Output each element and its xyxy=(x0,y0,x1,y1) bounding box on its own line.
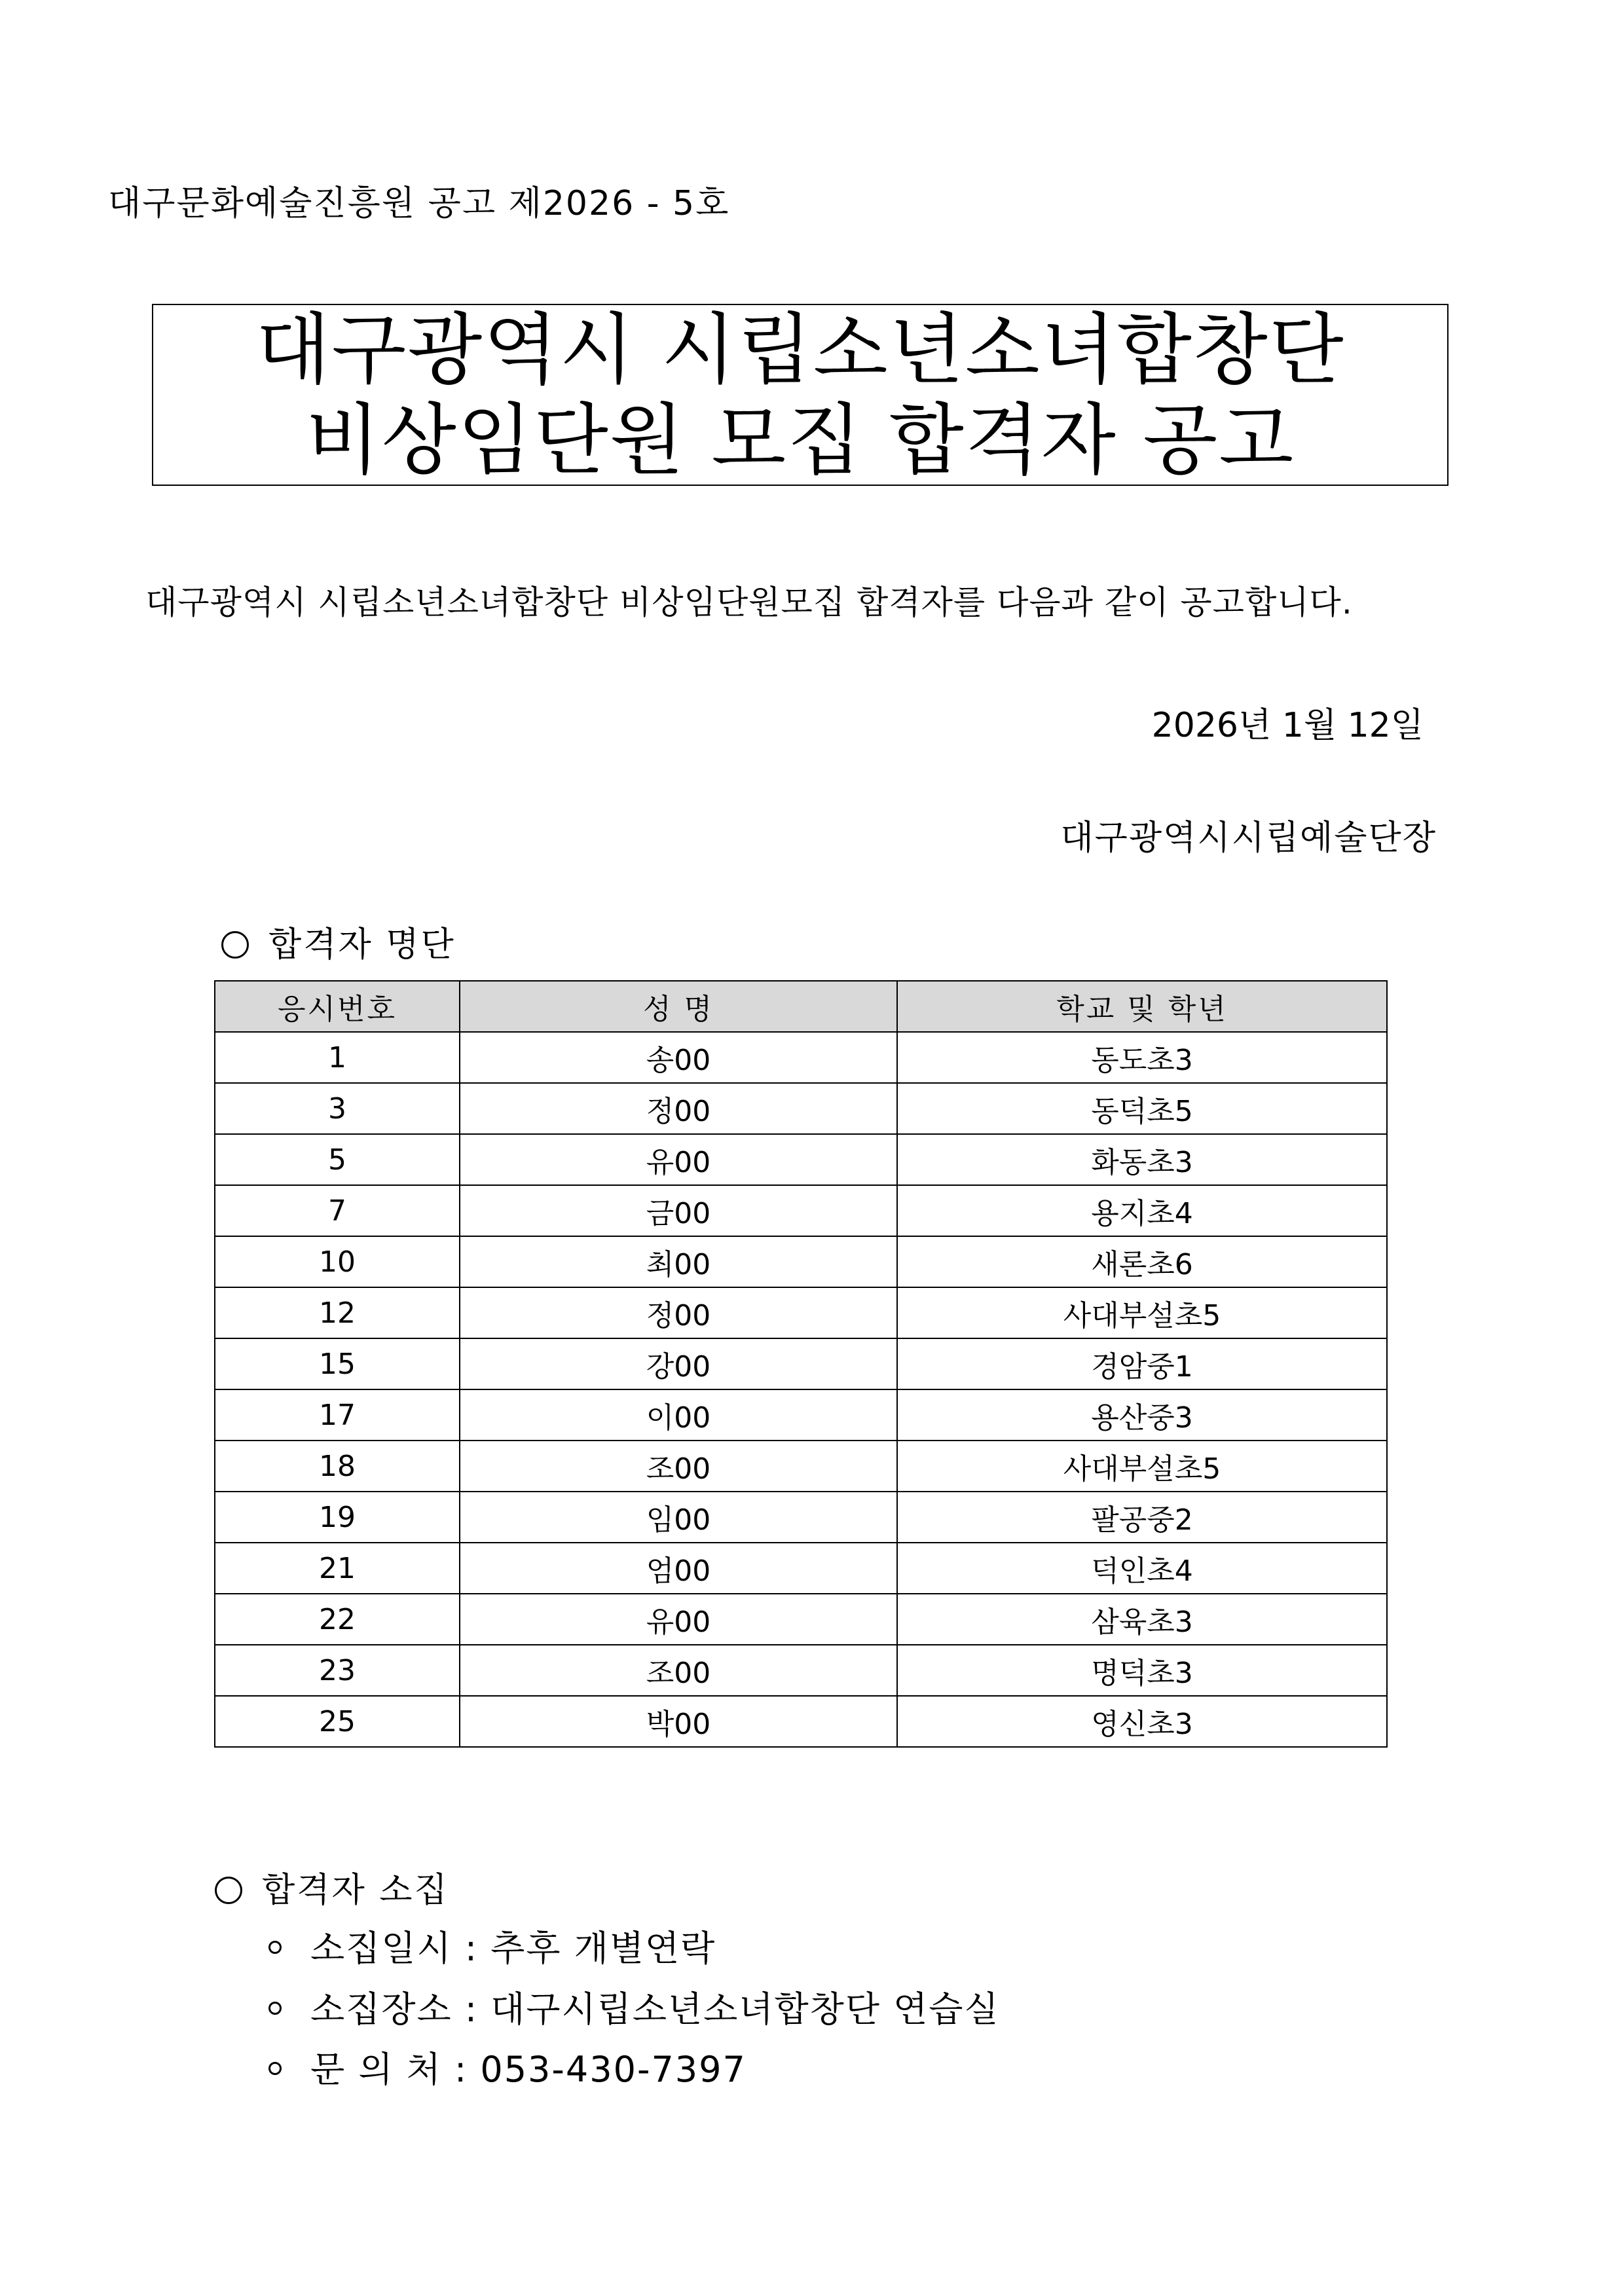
small-circle-bullet-icon xyxy=(268,2062,282,2075)
table-row xyxy=(215,1083,1387,1134)
cell-number: 10 xyxy=(215,1236,460,1287)
table-header-row xyxy=(215,981,1387,1032)
cell-name: 금00 xyxy=(460,1185,897,1236)
table-row xyxy=(215,1032,1387,1083)
column-header-number: 응시번호 xyxy=(215,981,460,1032)
cell-school: 삼육초3 xyxy=(897,1594,1387,1645)
cell-name: 정00 xyxy=(460,1287,897,1338)
small-circle-bullet-icon xyxy=(268,1941,282,1954)
cell-name: 조00 xyxy=(460,1441,897,1492)
passers-table xyxy=(214,980,1388,1748)
cell-name: 유00 xyxy=(460,1594,897,1645)
gather-item-text: 소집장소 : 대구시립소년소녀합창단 연습실 xyxy=(310,1989,1000,2030)
gather-item-contact xyxy=(268,2042,747,2092)
cell-name: 강00 xyxy=(460,1338,897,1389)
table-row xyxy=(215,1134,1387,1185)
section-title: 합격자 명단 xyxy=(268,925,456,964)
cell-number: 25 xyxy=(215,1696,460,1747)
cell-name: 조00 xyxy=(460,1645,897,1696)
cell-number: 23 xyxy=(215,1645,460,1696)
table-row xyxy=(215,1492,1387,1543)
cell-name: 최00 xyxy=(460,1236,897,1287)
section-heading-list xyxy=(221,917,456,966)
section-title: 합격자 소집 xyxy=(262,1871,449,1910)
cell-name: 유00 xyxy=(460,1134,897,1185)
intro-text: 대구광역시 시립소년소녀합창단 비상임단원모집 합격자를 다음과 같이 공고합니다. xyxy=(145,583,1353,621)
circle-bullet-icon xyxy=(221,931,249,959)
cell-school: 팔공중2 xyxy=(897,1492,1387,1543)
cell-name: 박00 xyxy=(460,1696,897,1747)
cell-school: 사대부설초5 xyxy=(897,1287,1387,1338)
cell-school: 영신초3 xyxy=(897,1696,1387,1747)
notice-number: 대구문화예술진흥원 공고 제2026 - 5호 xyxy=(108,184,730,223)
cell-school: 동덕초5 xyxy=(897,1083,1387,1134)
cell-school: 용지초4 xyxy=(897,1185,1387,1236)
cell-name: 정00 xyxy=(460,1083,897,1134)
cell-name: 임00 xyxy=(460,1492,897,1543)
cell-school: 용산중3 xyxy=(897,1389,1387,1441)
cell-name: 엄00 xyxy=(460,1543,897,1594)
gather-item-text: 소집일시 : 추후 개별연락 xyxy=(310,1928,716,1969)
cell-name: 이00 xyxy=(460,1389,897,1441)
cell-number: 12 xyxy=(215,1287,460,1338)
cell-number: 22 xyxy=(215,1594,460,1645)
table-row xyxy=(215,1185,1387,1236)
cell-number: 21 xyxy=(215,1543,460,1594)
cell-school: 동도초3 xyxy=(897,1032,1387,1083)
cell-name: 송00 xyxy=(460,1032,897,1083)
table-row xyxy=(215,1696,1387,1747)
cell-school: 새론초6 xyxy=(897,1236,1387,1287)
title-box xyxy=(152,304,1449,486)
cell-school: 화동초3 xyxy=(897,1134,1387,1185)
circle-bullet-icon xyxy=(215,1877,242,1904)
cell-number: 15 xyxy=(215,1338,460,1389)
table-row xyxy=(215,1543,1387,1594)
gather-item-text: 문 의 처 : 053-430-7397 xyxy=(310,2049,747,2090)
cell-number: 3 xyxy=(215,1083,460,1134)
table-row xyxy=(215,1594,1387,1645)
table-row xyxy=(215,1338,1387,1389)
cell-school: 명덕초3 xyxy=(897,1645,1387,1696)
small-circle-bullet-icon xyxy=(268,2002,282,2015)
notice-date: 2026년 1월 12일 xyxy=(1151,706,1424,745)
cell-number: 7 xyxy=(215,1185,460,1236)
column-header-school: 학교 및 학년 xyxy=(897,981,1387,1032)
cell-number: 17 xyxy=(215,1389,460,1441)
issuer: 대구광역시시립예술단장 xyxy=(1060,818,1437,858)
table-row xyxy=(215,1236,1387,1287)
cell-number: 18 xyxy=(215,1441,460,1492)
table-row xyxy=(215,1441,1387,1492)
gather-item-time xyxy=(268,1920,716,1971)
cell-number: 5 xyxy=(215,1134,460,1185)
cell-school: 경암중1 xyxy=(897,1338,1387,1389)
cell-number: 1 xyxy=(215,1032,460,1083)
cell-school: 사대부설초5 xyxy=(897,1441,1387,1492)
table-row xyxy=(215,1287,1387,1338)
cell-school: 덕인초4 xyxy=(897,1543,1387,1594)
title-line-2: 비상임단원 모집 합격자 공고 xyxy=(305,395,1295,485)
cell-number: 19 xyxy=(215,1492,460,1543)
section-heading-gather xyxy=(215,1862,449,1911)
table-row xyxy=(215,1645,1387,1696)
title-line-1: 대구광역시 시립소년소녀합창단 xyxy=(255,304,1345,395)
column-header-name: 성 명 xyxy=(460,981,897,1032)
table-row xyxy=(215,1389,1387,1441)
gather-item-place xyxy=(268,1981,1000,2032)
